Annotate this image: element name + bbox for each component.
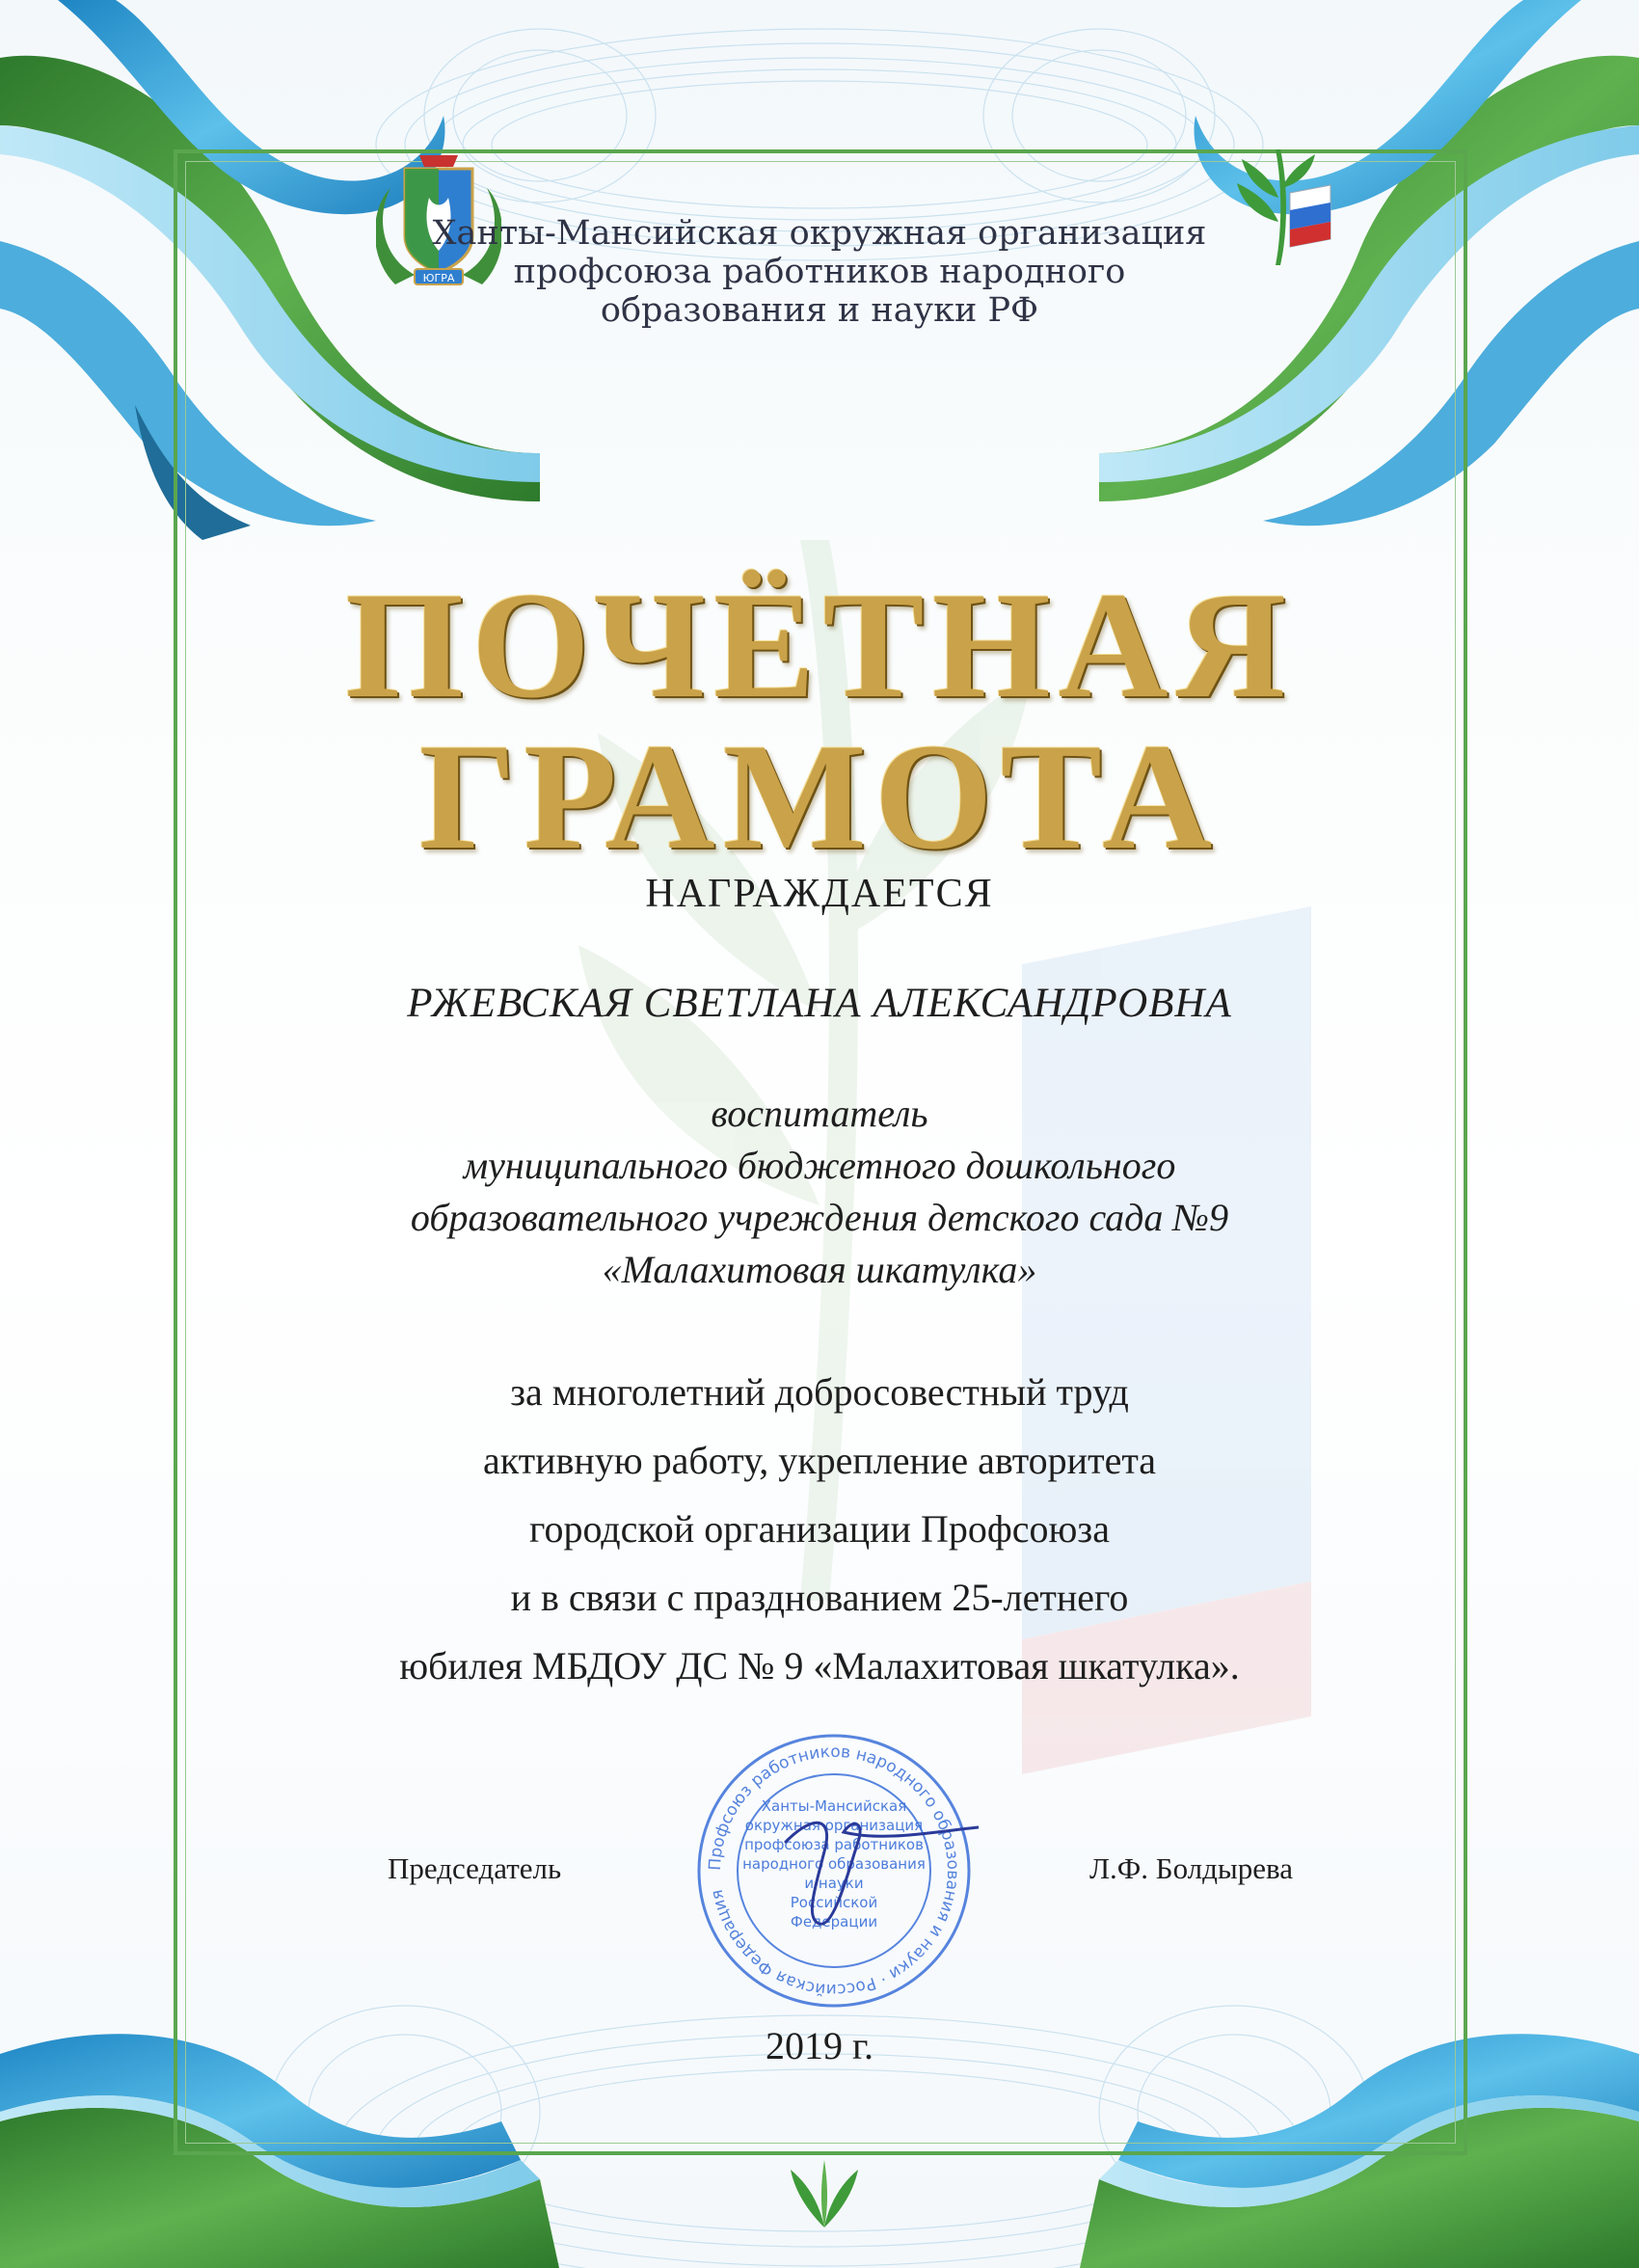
- bottom-leaf-logo-icon: [781, 2155, 868, 2232]
- position-line: воспитатель: [711, 1092, 928, 1135]
- stamp-line: Ханты-Мансийская: [761, 1797, 907, 1815]
- stamp-line: окружная организация: [744, 1817, 924, 1834]
- certificate-title-line1: ПОЧЁТНАЯ: [345, 561, 1294, 730]
- signature-name: Л.Ф. Болдырева: [1089, 1851, 1293, 1885]
- award-reason: [0, 1358, 1639, 1700]
- reason-line: активную работу, укрепление авторитета: [482, 1439, 1157, 1482]
- organization-header: [0, 214, 1639, 330]
- reason-line: городской организации Профсоюза: [529, 1507, 1110, 1551]
- organization-line: Ханты-Мансийская окружная организация: [432, 214, 1207, 253]
- stamp-line: Федерации: [790, 1913, 878, 1930]
- stamp-line: профсоюза работников: [744, 1836, 924, 1853]
- position-line: «Малахитовая шкатулка»: [602, 1248, 1037, 1291]
- certificate-year: 2019 г.: [766, 2024, 873, 2067]
- signature-role: Председатель: [388, 1851, 562, 1885]
- organization-line: образования и науки РФ: [600, 291, 1039, 330]
- stamp-ring-text: Профсоюз работников народного образования и науки · Российская Федерация: [705, 1742, 963, 2000]
- certificate-title-line2: ГРАМОТА: [418, 713, 1221, 881]
- recipient-name: РЖЕВСКАЯ СВЕТЛАНА АЛЕКСАНДРОВНА: [407, 981, 1232, 1026]
- emblem-label: ЮГРА: [422, 272, 455, 284]
- reason-line: юбилея МБДОУ ДС № 9 «Малахитовая шкатулка».: [399, 1644, 1240, 1688]
- position-line: образовательного учреждения детского сада №9: [410, 1196, 1229, 1239]
- reason-line: за многолетний добросовестный труд: [510, 1370, 1129, 1414]
- reason-line: и в связи с празднованием 25-летнего: [510, 1576, 1129, 1619]
- organization-stamp: [689, 1726, 979, 2015]
- stamp-line: и науки: [804, 1875, 864, 1892]
- stamp-line: Российской: [790, 1894, 878, 1911]
- position-line: муниципального бюджетного дошкольного: [463, 1144, 1176, 1187]
- awarded-label: НАГРАЖДАЕТСЯ: [645, 872, 994, 916]
- stamp-line: народного образования: [742, 1855, 926, 1873]
- organization-line: профсоюза работников народного: [513, 253, 1126, 291]
- recipient-position: [0, 1088, 1639, 1296]
